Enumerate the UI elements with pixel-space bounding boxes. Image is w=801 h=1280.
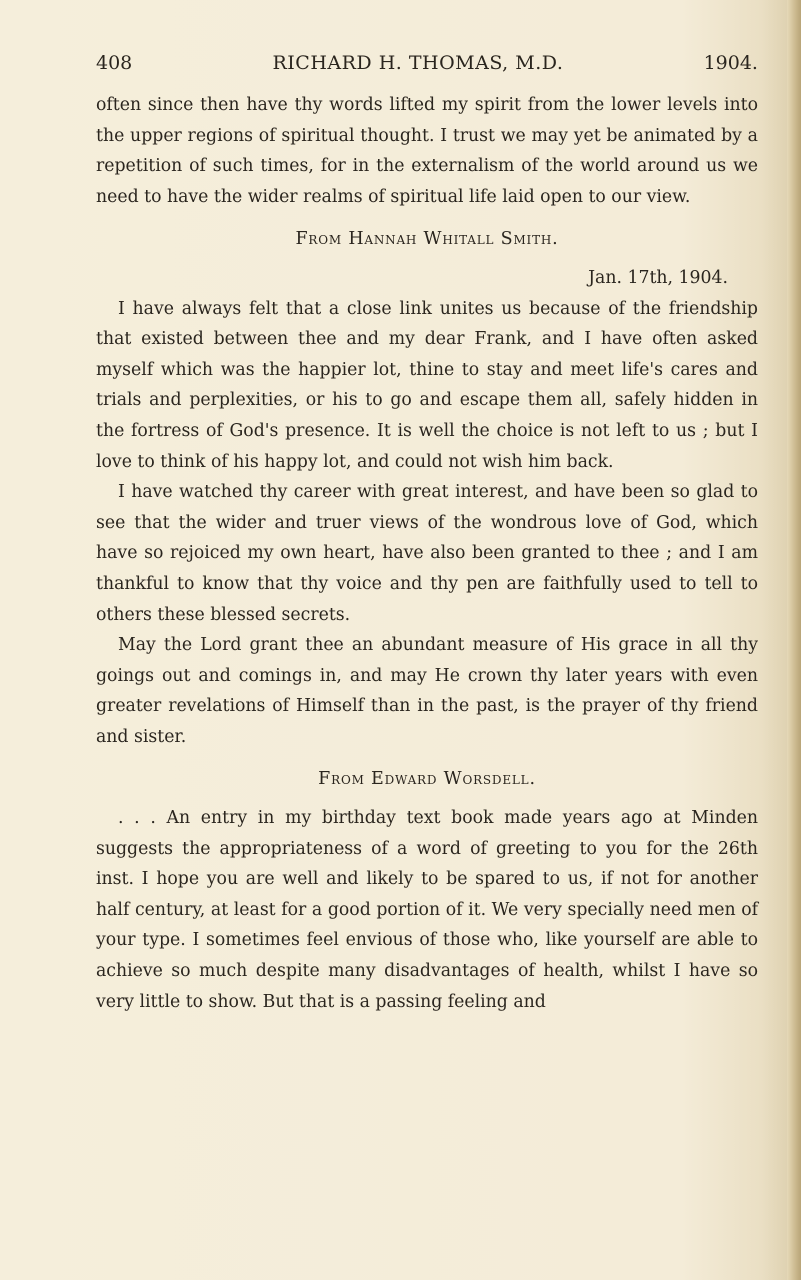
page-number: 408 bbox=[96, 52, 133, 74]
paragraph-4: May the Lord grant thee an abundant measure of His grace in all thy goings out and comings in, and may He crown thy later years with even greater revelations of Himself than in the past, is the prayer of thy friend and sister. bbox=[96, 635, 758, 747]
paragraph-2: I have always felt that a close link unites us because of the friendship that existed between thee and my dear Frank, and I have often asked myself which was the happier lot, thine to stay and meet life's cares and trials and perplexities, or his to go and escape them all, safely hidden in the fortress of God's presence. It is well the choice is not left to us ; but I love to think of his happy lot, and could not wish him back. bbox=[96, 298, 758, 472]
page-edge bbox=[787, 0, 801, 1280]
letter-date: Jan. 17th, 1904. bbox=[588, 267, 728, 288]
paragraph-5: . . . An entry in my birthday text book made years ago at Minden suggests the appropriateness of a word of greeting to you for the 26th inst. I hope you are well and likely to be spared to us, if not for another half century, at least for a good portion of it. We very specially need men of your type. I sometimes feel envious of those who, like yourself are able to achieve so much despite many disadvantages of health, whilst I have so very little to show. But that is a passing feeling and bbox=[96, 808, 758, 1012]
header-year: 1904. bbox=[703, 52, 758, 74]
page-content bbox=[96, 52, 758, 1017]
running-title: RICHARD H. THOMAS, M.D. bbox=[272, 52, 564, 74]
paragraph-3: I have watched thy career with great interest, and have been so glad to see that the wider and truer views of the wondrous love of God, which have so rejoiced my own heart, have also been granted to thee ; and I am thankful to know that thy voice and thy pen are faithfully used to tell to others these blessed secrets. bbox=[96, 482, 758, 625]
running-header bbox=[96, 52, 758, 86]
letter-heading-worsdell: From Edward Worsdell. bbox=[318, 769, 536, 790]
paragraph-1: often since then have thy words lifted my spirit from the lower levels into the upper regions of spiritual thought. I trust we may yet be animated by a repetition of such times, for in the externalism of the world around us we need to have the wider realms of spiritual life laid open to our view. bbox=[96, 95, 758, 207]
letter-heading-smith: From Hannah Whitall Smith. bbox=[295, 229, 559, 250]
